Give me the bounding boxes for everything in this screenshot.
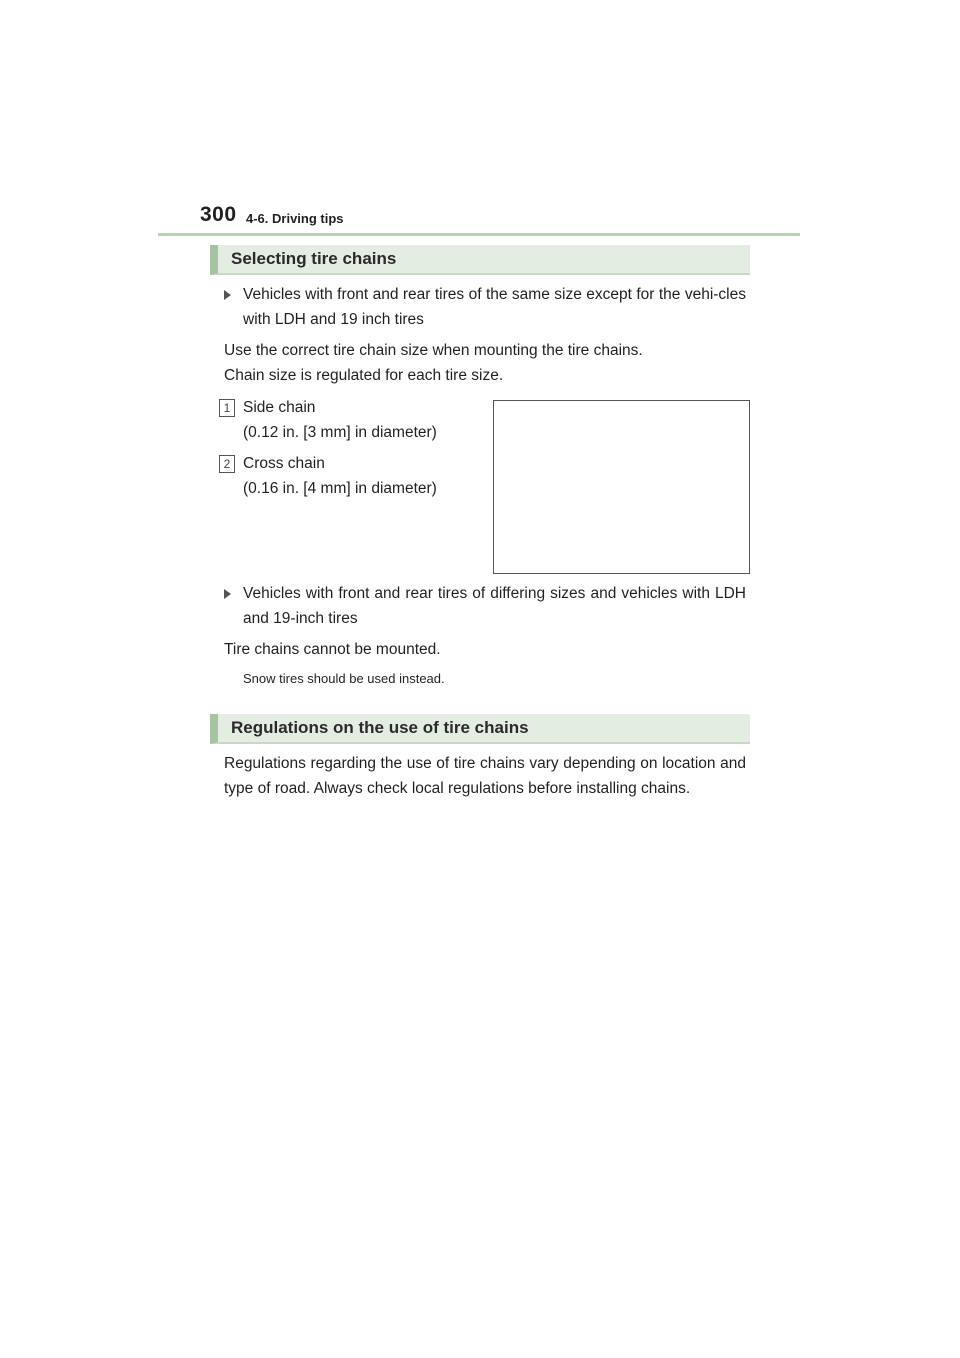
bullet-triangle-icon (224, 290, 231, 300)
bullet-triangle-icon (224, 589, 231, 599)
section-title: Selecting tire chains (231, 249, 397, 268)
note-snow-tires: Snow tires should be used instead. (243, 671, 445, 686)
section-title: Regulations on the use of tire chains (231, 718, 529, 737)
bullet-text: Vehicles with front and rear tires of differing sizes and vehicles with LDH and 19-inch tires (243, 585, 746, 627)
paragraph-cannot-mount: Tire chains cannot be mounted. (224, 641, 441, 658)
item-cross-chain (243, 451, 483, 501)
section-header-selecting (210, 245, 750, 275)
item-detail: (0.16 in. [4 mm] in diameter) (243, 480, 437, 497)
paragraph-regulations: Regulations regarding the use of tire chains vary depending on location and type of road. Always check local regulations before installing chains. (224, 755, 746, 797)
bullet-same-size (224, 282, 746, 332)
callout-number-2: 2 (219, 455, 235, 473)
paragraph-chain-size: Use the correct tire chain size when mounting the tire chains. (224, 342, 643, 359)
page-number: 300 (200, 203, 237, 226)
header-divider (158, 233, 800, 236)
item-detail: (0.12 in. [3 mm] in diameter) (243, 424, 437, 441)
bullet-text: Vehicles with front and rear tires of the same size except for the vehi-cles with LDH and 19 inch tires (243, 286, 746, 328)
tire-chain-figure (493, 400, 750, 574)
item-name: Side chain (243, 399, 316, 416)
paragraph-regulated: Chain size is regulated for each tire size. (224, 367, 504, 384)
bullet-differing-size (224, 581, 746, 631)
section-header-regulations (210, 714, 750, 744)
callout-number-1: 1 (219, 399, 235, 417)
section-reference: 4-6. Driving tips (246, 211, 344, 226)
item-name: Cross chain (243, 455, 325, 472)
item-side-chain (243, 395, 483, 445)
